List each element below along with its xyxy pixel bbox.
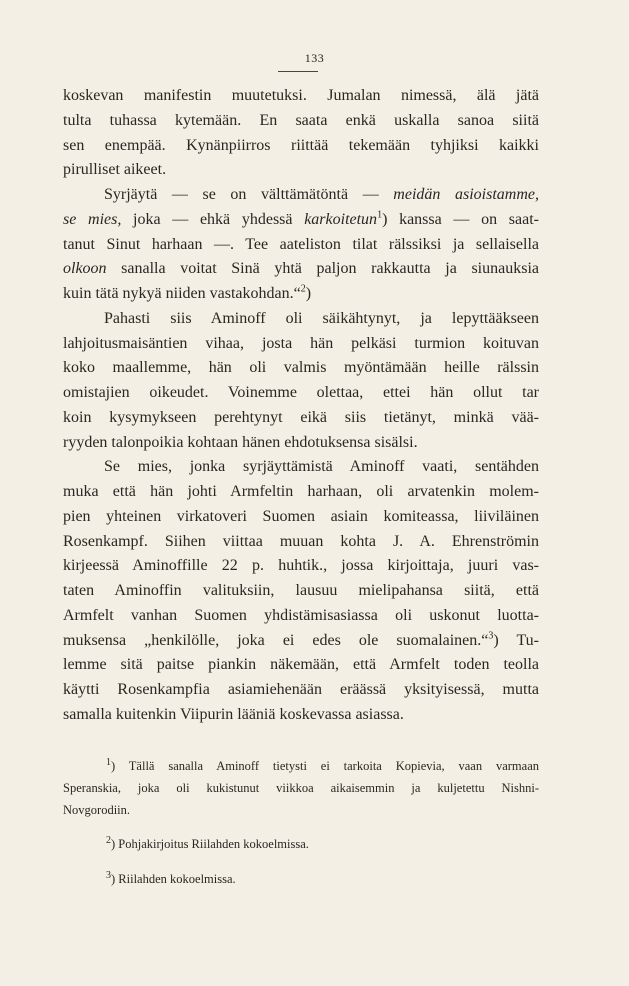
text-run: Speranskia, joka oli kukistunut viikkoa aikaisemmin ja kuljetettu Nishni-	[63, 780, 539, 795]
text-run: sanalla voitat Sinä yhtä paljon rakkautta ja siunauksia	[106, 260, 539, 278]
text-line	[63, 505, 539, 530]
text-run: ) Tu-	[493, 631, 539, 649]
text-line	[63, 406, 539, 431]
text-line	[63, 257, 539, 282]
text-line	[63, 799, 539, 821]
text-run: ) Riilahden kokoelmissa.	[111, 871, 236, 886]
text-line	[63, 833, 539, 855]
text-run: Se mies, jonka syrjäyttämistä Aminoff vaati, sentähden	[104, 458, 539, 476]
text-run: taten Aminoffin valituksiin, lausuu mielipahansa siitä, että	[63, 582, 539, 599]
text-run: koin kysymykseen perehtynyt eikä siis tietänyt, minkä vää-	[63, 408, 539, 426]
paragraph	[63, 183, 539, 307]
text-line	[63, 381, 539, 406]
text-run: 3	[488, 630, 494, 642]
text-run: tulta tuhassa kytemään. En saata enkä uskalla sanoa siitä	[63, 111, 539, 129]
page-number: 133	[304, 51, 325, 65]
text-run: kuin tätä nykyä niiden vastakohdan.“	[63, 285, 301, 302]
text-run: karkoitetun	[304, 210, 378, 228]
text-run: sen enempää. Kynänpiirros riittää tekemään tyhjiksi kaikki	[63, 136, 539, 154]
text-line	[63, 208, 539, 233]
text-run: olkoon	[63, 260, 107, 278]
text-run: tanut Sinut harhaan —. Tee aateliston tilat rälssiksi ja sellaisella	[63, 235, 539, 253]
main-text	[63, 84, 539, 728]
text-run: pirulliset aikeet.	[63, 161, 167, 179]
text-run: kirjeessä Aminoffille 22 p. huhtik., jossa kirjoittaja, juuri vas-	[63, 557, 539, 575]
text-line	[63, 134, 539, 159]
text-run: joka — ehkä yhdessä	[121, 210, 305, 228]
text-run: Rosenkampf. Siihen viittaa muuan kohta J. A. Ehrenströmin	[63, 532, 539, 550]
paragraph	[63, 84, 539, 183]
text-line	[63, 455, 539, 480]
page-number-rule	[278, 71, 318, 72]
text-run: pien yhteinen virkatoveri Suomen asiain komiteassa, liiviläinen	[63, 507, 539, 525]
footnotes	[63, 742, 539, 902]
text-run: Novgorodiin.	[63, 802, 131, 817]
text-line	[63, 554, 539, 579]
text-line	[63, 183, 539, 208]
text-run: omistajien oikeudet. Voinemme olettaa, ettei hän ollut tar	[63, 384, 539, 401]
text-run: ) Pohjakirjoitus Riilahden kokoelmissa.	[111, 837, 309, 851]
text-run: muksensa „henkilölle, joka ei edes ole suomalainen.“	[63, 631, 489, 649]
text-line	[63, 604, 539, 629]
text-run: Syrjäytä — se on välttämätöntä —	[104, 186, 394, 203]
paragraph	[63, 307, 539, 456]
text-run: 1	[106, 756, 111, 768]
text-line	[63, 629, 539, 654]
text-run: meidän asioistamme,	[393, 186, 539, 203]
footnote	[63, 833, 539, 855]
text-line	[63, 332, 539, 357]
text-line	[63, 84, 539, 109]
text-line	[63, 282, 539, 307]
text-line	[63, 678, 539, 703]
text-line	[63, 579, 539, 604]
text-run: ryyden talonpoikia kohtaan hänen ehdotuksensa sisälsi.	[63, 433, 418, 451]
footnote	[63, 868, 539, 890]
paragraph	[63, 455, 539, 727]
text-run: )	[305, 285, 312, 302]
text-run: ) kanssa — on saat-	[382, 210, 539, 228]
text-run: Armfelt vanhan Suomen yhdistämisasiassa oli uskonut luotta-	[63, 606, 539, 624]
text-line	[63, 703, 539, 728]
text-line	[63, 653, 539, 678]
text-line	[63, 431, 539, 456]
text-run: 3	[106, 869, 111, 881]
text-run: käytti Rosenkampfia asiamiehenään eräässä yksityisessä, mutta	[63, 681, 539, 698]
footnote	[63, 755, 539, 821]
text-run: 1	[377, 209, 383, 221]
text-run: koskevan manifestin muutetuksi. Jumalan nimessä, älä jätä	[63, 87, 539, 104]
text-line	[63, 307, 539, 332]
text-line	[63, 233, 539, 258]
text-line	[63, 109, 539, 134]
text-line	[63, 530, 539, 555]
text-run: ) Tällä sanalla Aminoff tietysti ei tarkoita Kopievia, vaan varmaan	[111, 758, 539, 773]
text-run: Pahasti siis Aminoff oli säikähtynyt, ja lepyttääkseen	[104, 309, 539, 327]
text-run: 2	[106, 834, 111, 846]
text-run: se mies,	[63, 210, 122, 228]
text-run: 2	[300, 283, 306, 295]
text-run: lemme sitä paitse piankin näkemään, että Armfelt toden teolla	[63, 656, 539, 674]
text-line	[63, 158, 539, 183]
text-run: muka että hän johti Armfeltin harhaan, oli arvatenkin molem-	[63, 483, 539, 500]
text-run: lahjoitusmaisäntien vihaa, josta hän pelkäsi turmion koituvan	[63, 334, 539, 352]
text-line	[63, 868, 539, 890]
text-line	[63, 480, 539, 505]
text-run: samalla kuitenkin Viipurin lääniä koskevassa asiassa.	[63, 705, 404, 723]
text-line	[63, 356, 539, 381]
text-run: koko maallemme, hän oli valmis myöntämään heille rälssin	[63, 359, 539, 377]
text-line	[63, 755, 539, 777]
text-line	[63, 777, 539, 799]
